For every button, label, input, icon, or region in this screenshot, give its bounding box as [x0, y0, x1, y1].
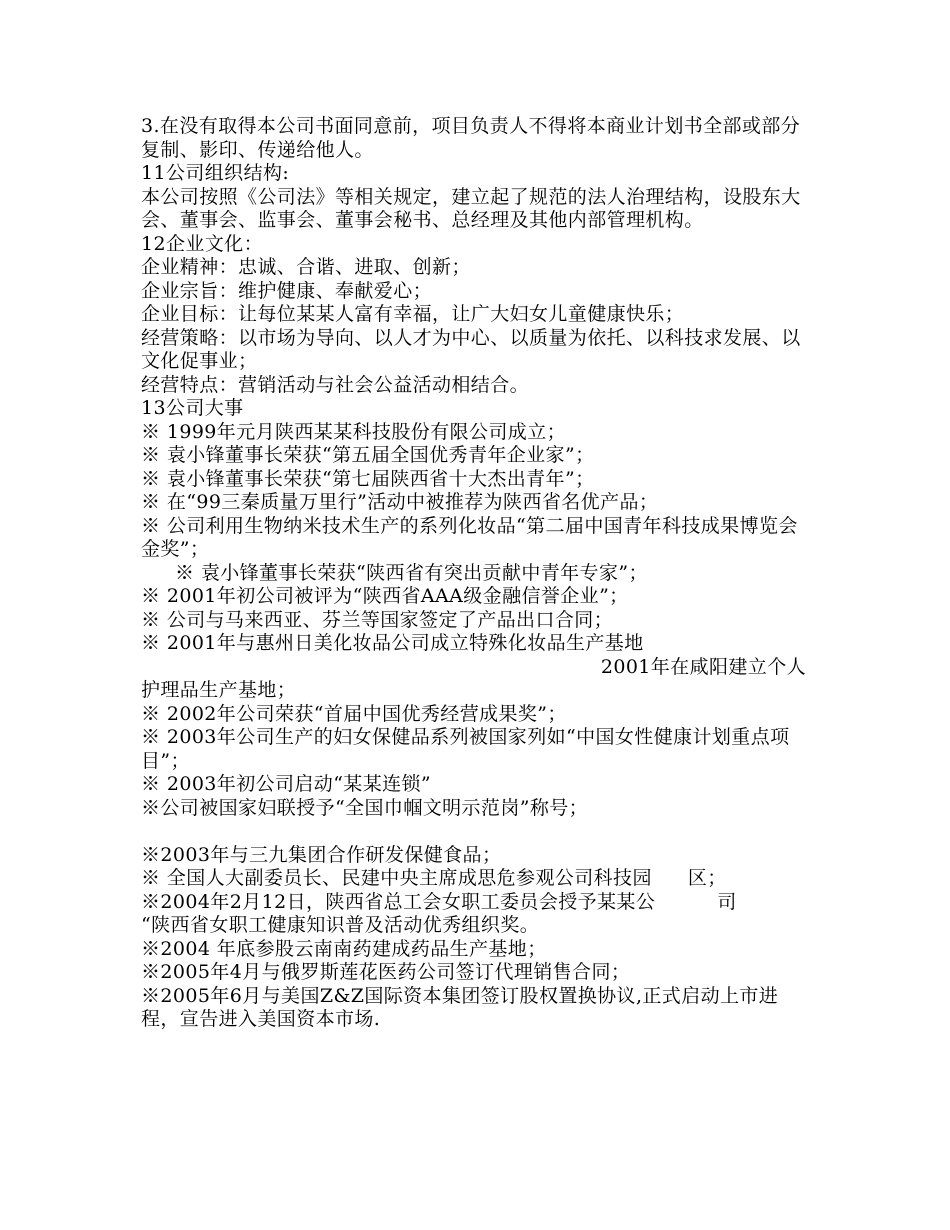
culture-purpose: 企业宗旨：维护健康、奉献爱心；: [141, 279, 433, 302]
milestone-item-continued: “陕西省女职工健康知识普及活动优秀组织奖。: [141, 914, 540, 936]
milestone-item: ※2005年4月与俄罗斯莲花医药公司签订代理销售合同；: [141, 961, 631, 983]
milestone-item: ※ 2001年与惠州日美化妆品公司成立特殊化妆品生产基地: [141, 632, 644, 654]
culture-spirit: 企业精神：忠诚、合谐、进取、创新；: [141, 256, 471, 278]
heading-org-structure: 11公司组织结构:: [141, 162, 290, 184]
milestone-item: ※ 2003年公司生产的妇女保健品系列被国家列如“中国女性健康计划重点项目”；: [141, 726, 790, 772]
milestone-item: ※公司被国家妇联授予“全国巾帼文明示范岗”称号；: [141, 796, 589, 819]
milestone-item: ※ 2003年初公司启动“某某连锁”: [141, 773, 432, 795]
milestone-item: ※ 袁小锋董事长荣获“第七届陕西省十大杰出青年”；: [141, 467, 595, 490]
milestone-item: [141, 867, 806, 891]
milestone-text-tail: 司: [717, 890, 737, 913]
milestone-text: ※ 全国人大副委员长、民建中央主席成思危参观公司科技园: [141, 867, 652, 889]
milestone-item: [141, 891, 806, 915]
milestone-item-continued: 护理品生产基地；: [141, 679, 297, 701]
heading-milestones: 13公司大事: [141, 397, 244, 419]
milestone-item: ※ 1999年元月陕西某某科技股份有限公司成立；: [141, 420, 566, 443]
milestone-item: ※ 在“99三秦质量万里行”活动中被推荐为陕西省名优产品；: [141, 491, 659, 513]
milestone-text: ※2004年2月12日，陕西省总工会女职工委员会授予某某公: [141, 890, 656, 913]
milestone-item: ※2004 年底参股云南南药建成药品生产基地；: [141, 937, 547, 960]
culture-strategy: 经营策略：以市场为导向、以人才为中心、以质量为依托、以科技求发展、以文化促事业；: [141, 326, 801, 372]
milestone-item: ※ 公司与马来西亚、芬兰等国家签定了产品出口合同；: [141, 608, 614, 631]
milestone-item: ※ 2001年初公司被评为“陕西省AAA级金融信誉企业”；: [141, 585, 629, 607]
culture-goal: 企业目标：让每位某某人富有幸福，让广大妇女儿童健康快乐；: [141, 303, 685, 325]
milestone-item: ※ 袁小锋董事长荣获“第五届全国优秀青年企业家”；: [141, 444, 595, 466]
paragraph-confidentiality: 3.在没有取得本公司书面同意前，项目负责人不得将本商业计划书全部或部分复制、影印、传递给他人。: [141, 115, 801, 161]
document-body: [141, 115, 806, 1032]
culture-feature: 经营特点：营销活动与社会公益活动相结合。: [141, 373, 530, 396]
paragraph-org-structure: 本公司按照《公司法》等相关规定，建立起了规范的法人治理结构，设股东大会、董事会、监事会、董事会秘书、总经理及其他内部管理机构。: [141, 185, 801, 231]
milestone-item: ※ 2002年公司荣获“首届中国优秀经营成果奖”；: [141, 702, 567, 725]
heading-corporate-culture: 12企业文化：: [141, 232, 263, 255]
milestone-item: ※2003年与三九集团合作研发保健食品；: [141, 843, 502, 866]
milestone-text-tail: 区；: [687, 867, 727, 889]
milestone-item: ※ 公司利用生物纳米技术生产的系列化妆品“第二届中国青年科技成果博览会金奖”；: [141, 514, 798, 560]
milestone-item: ※ 袁小锋董事长荣获“陕西省有突出贡献中青年专家”；: [175, 561, 648, 584]
milestone-item-continued: 2001年在咸阳建立个人: [600, 655, 806, 678]
milestone-item: ※2005年6月与美国Z&Z国际资本集团签订股权置换协议,正式启动上市进程，宣告进入美国资本市场.: [141, 984, 779, 1030]
blank-line: [141, 820, 806, 844]
